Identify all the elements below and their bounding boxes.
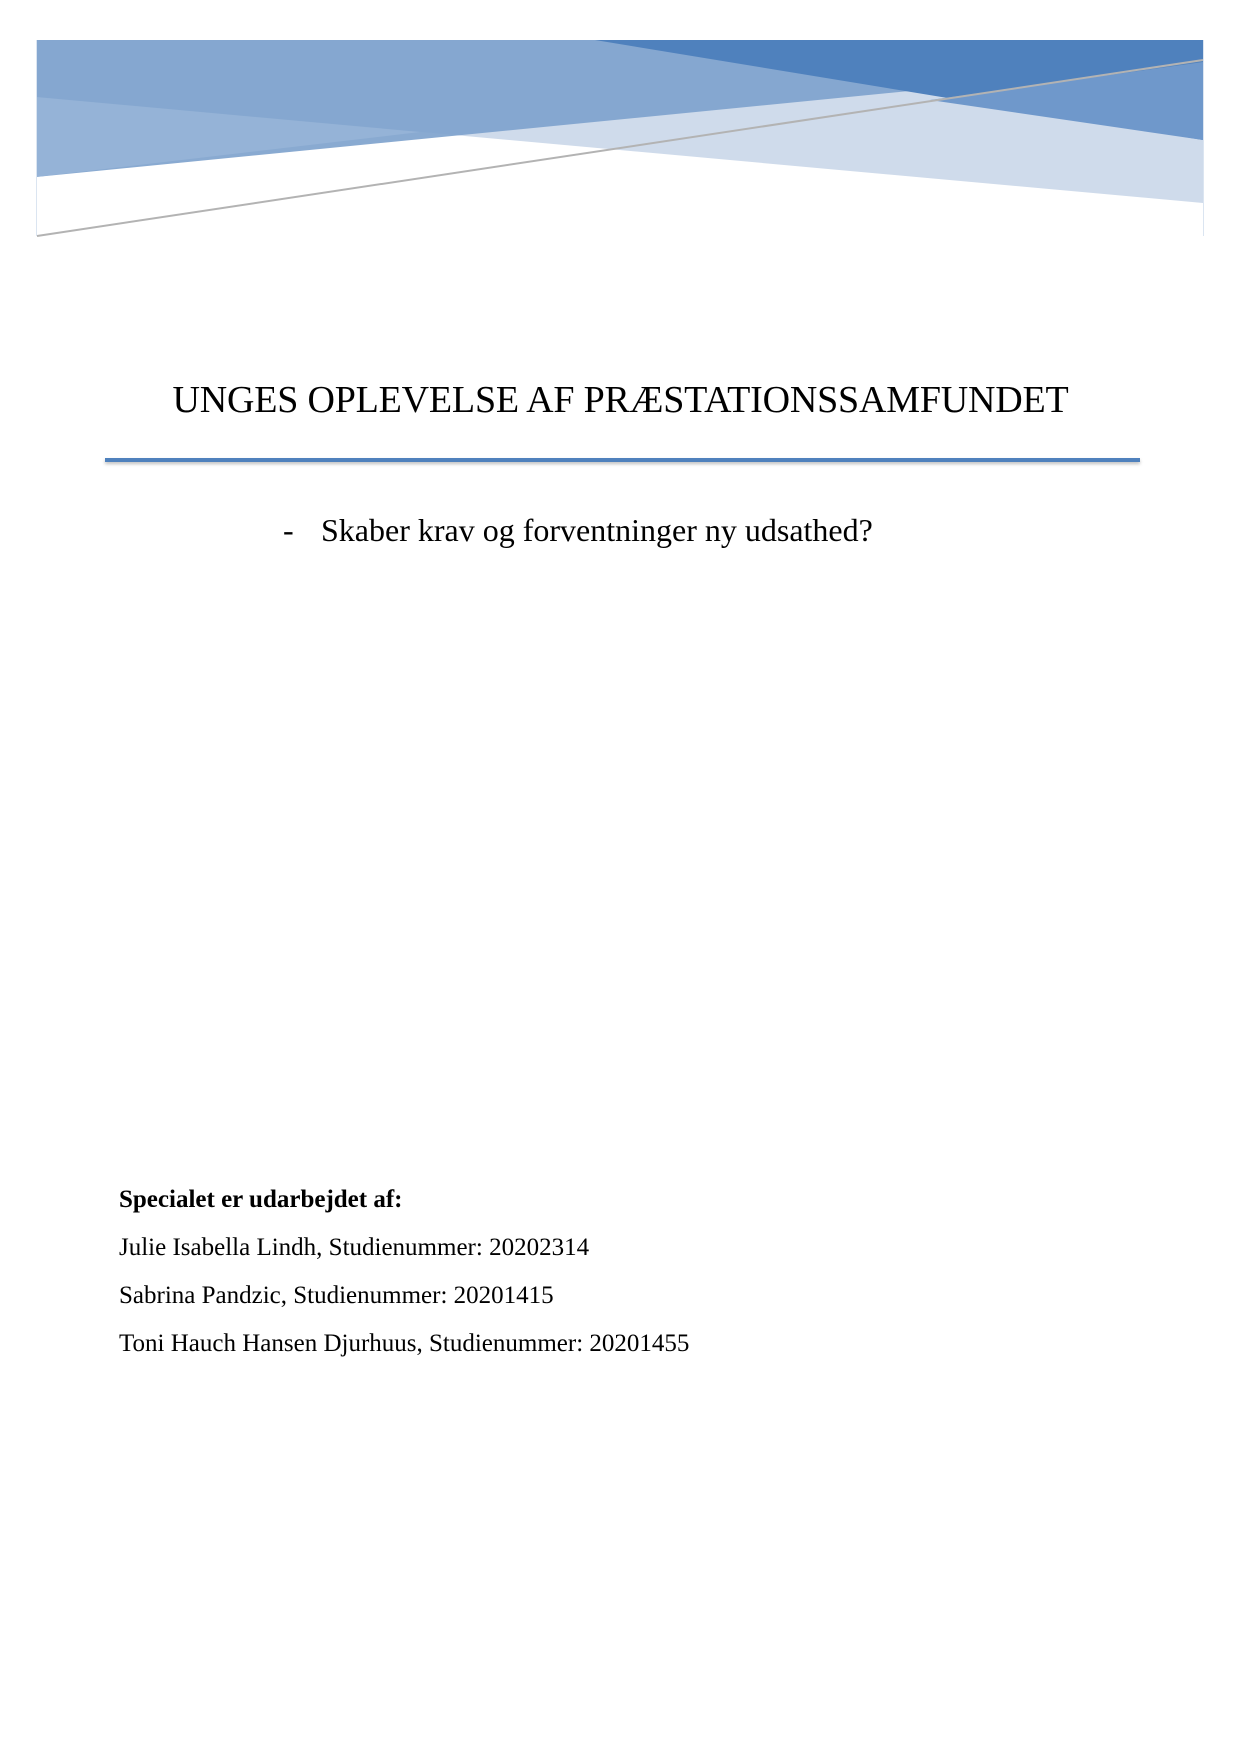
- subtitle-text: Skaber krav og forventninger ny udsathed?: [321, 512, 873, 548]
- title-underline-rule: [105, 458, 1140, 462]
- author-line: Toni Hauch Hansen Djurhuus, Studienummer: 20201455: [119, 1330, 690, 1357]
- authors-heading: Specialet er udarbejdet af:: [119, 1186, 403, 1213]
- subtitle-bullet: -: [283, 512, 294, 548]
- document-title: UNGES OPLEVELSE AF PRÆSTATIONSSAMFUNDET: [172, 379, 1069, 421]
- author-line: Sabrina Pandzic, Studienummer: 20201415: [119, 1282, 554, 1309]
- author-line: Julie Isabella Lindh, Studienummer: 20202314: [119, 1234, 590, 1261]
- header-decoration: [0, 0, 1241, 250]
- authors-section: [119, 1185, 689, 1377]
- document-subtitle: [283, 512, 873, 549]
